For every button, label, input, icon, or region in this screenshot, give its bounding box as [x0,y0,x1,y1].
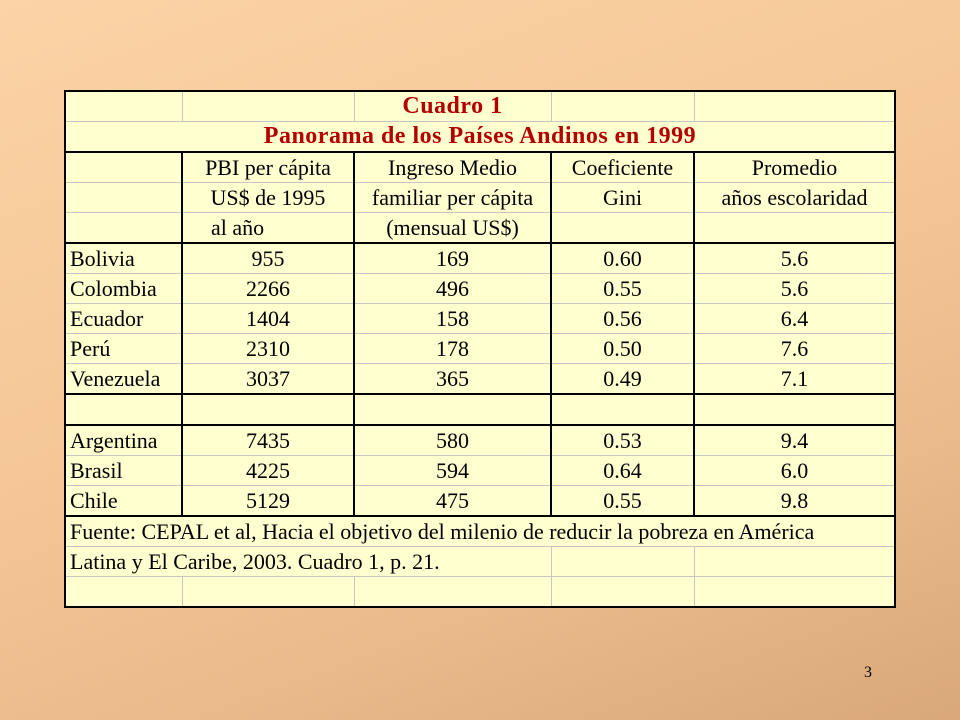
pbi-cell: 5129 [182,486,354,517]
country-cell: Perú [65,334,182,364]
caption-row [65,91,895,122]
pbi-cell [182,394,354,425]
gini-cell: 0.55 [551,274,694,304]
header-cell: al año [182,213,354,244]
income-cell: 580 [354,425,551,456]
gini-cell: 0.49 [551,364,694,395]
country-cell [65,394,182,425]
pbi-cell: 3037 [182,364,354,395]
table-caption: Cuadro 1 [354,91,551,122]
header-cell: familiar per cápita [354,183,551,213]
country-cell: Bolivia [65,243,182,274]
header-cell: años escolaridad [694,183,895,213]
table-row [65,334,895,364]
income-cell: 178 [354,334,551,364]
header-row [65,183,895,213]
header-cell: (mensual US$) [354,213,551,244]
pbi-cell: 955 [182,243,354,274]
schooling-cell: 7.1 [694,364,895,395]
schooling-cell: 5.6 [694,274,895,304]
header-cell [694,213,895,244]
table-row [65,274,895,304]
data-table [64,90,896,608]
table-row [65,456,895,486]
header-cell [65,183,182,213]
header-cell: Promedio [694,152,895,183]
gini-cell: 0.60 [551,243,694,274]
schooling-cell: 9.4 [694,425,895,456]
pbi-cell: 2310 [182,334,354,364]
pbi-cell: 7435 [182,425,354,456]
schooling-cell [694,394,895,425]
schooling-cell: 6.4 [694,304,895,334]
gini-cell: 0.50 [551,334,694,364]
income-cell: 169 [354,243,551,274]
header-cell: Gini [551,183,694,213]
source-line-2: Latina y El Caribe, 2003. Cuadro 1, p. 21. [65,547,551,577]
gini-cell: 0.55 [551,486,694,517]
country-cell: Colombia [65,274,182,304]
gini-cell: 0.64 [551,456,694,486]
header-cell: US$ de 1995 [182,183,354,213]
header-cell: Coeficiente [551,152,694,183]
header-cell: PBI per cápita [182,152,354,183]
schooling-cell: 5.6 [694,243,895,274]
header-cell [551,213,694,244]
pbi-cell: 4225 [182,456,354,486]
schooling-cell: 6.0 [694,456,895,486]
source-row [65,547,895,577]
table-row [65,304,895,334]
income-cell [354,394,551,425]
pbi-cell: 1404 [182,304,354,334]
country-cell: Venezuela [65,364,182,395]
table-row [65,425,895,456]
header-cell [65,152,182,183]
income-cell: 158 [354,304,551,334]
income-cell: 594 [354,456,551,486]
gini-cell: 0.56 [551,304,694,334]
country-cell: Ecuador [65,304,182,334]
spacer-row [65,394,895,425]
header-cell [65,213,182,244]
pbi-cell: 2266 [182,274,354,304]
table-row [65,486,895,517]
schooling-cell: 9.8 [694,486,895,517]
header-cell: Ingreso Medio [354,152,551,183]
country-cell: Argentina [65,425,182,456]
title-row [65,122,895,153]
source-line-1: Fuente: CEPAL et al, Hacia el objetivo del milenio de reducir la pobreza en América [65,516,895,547]
country-cell: Chile [65,486,182,517]
source-row [65,516,895,547]
gini-cell [551,394,694,425]
country-cell: Brasil [65,456,182,486]
table-row [65,364,895,395]
gini-cell: 0.53 [551,425,694,456]
header-row [65,213,895,244]
income-cell: 475 [354,486,551,517]
income-cell: 365 [354,364,551,395]
header-row [65,152,895,183]
table-title: Panorama de los Países Andinos en 1999 [65,122,895,153]
page-number: 3 [864,664,872,681]
table-row [65,243,895,274]
empty-row [65,577,895,608]
income-cell: 496 [354,274,551,304]
schooling-cell: 7.6 [694,334,895,364]
